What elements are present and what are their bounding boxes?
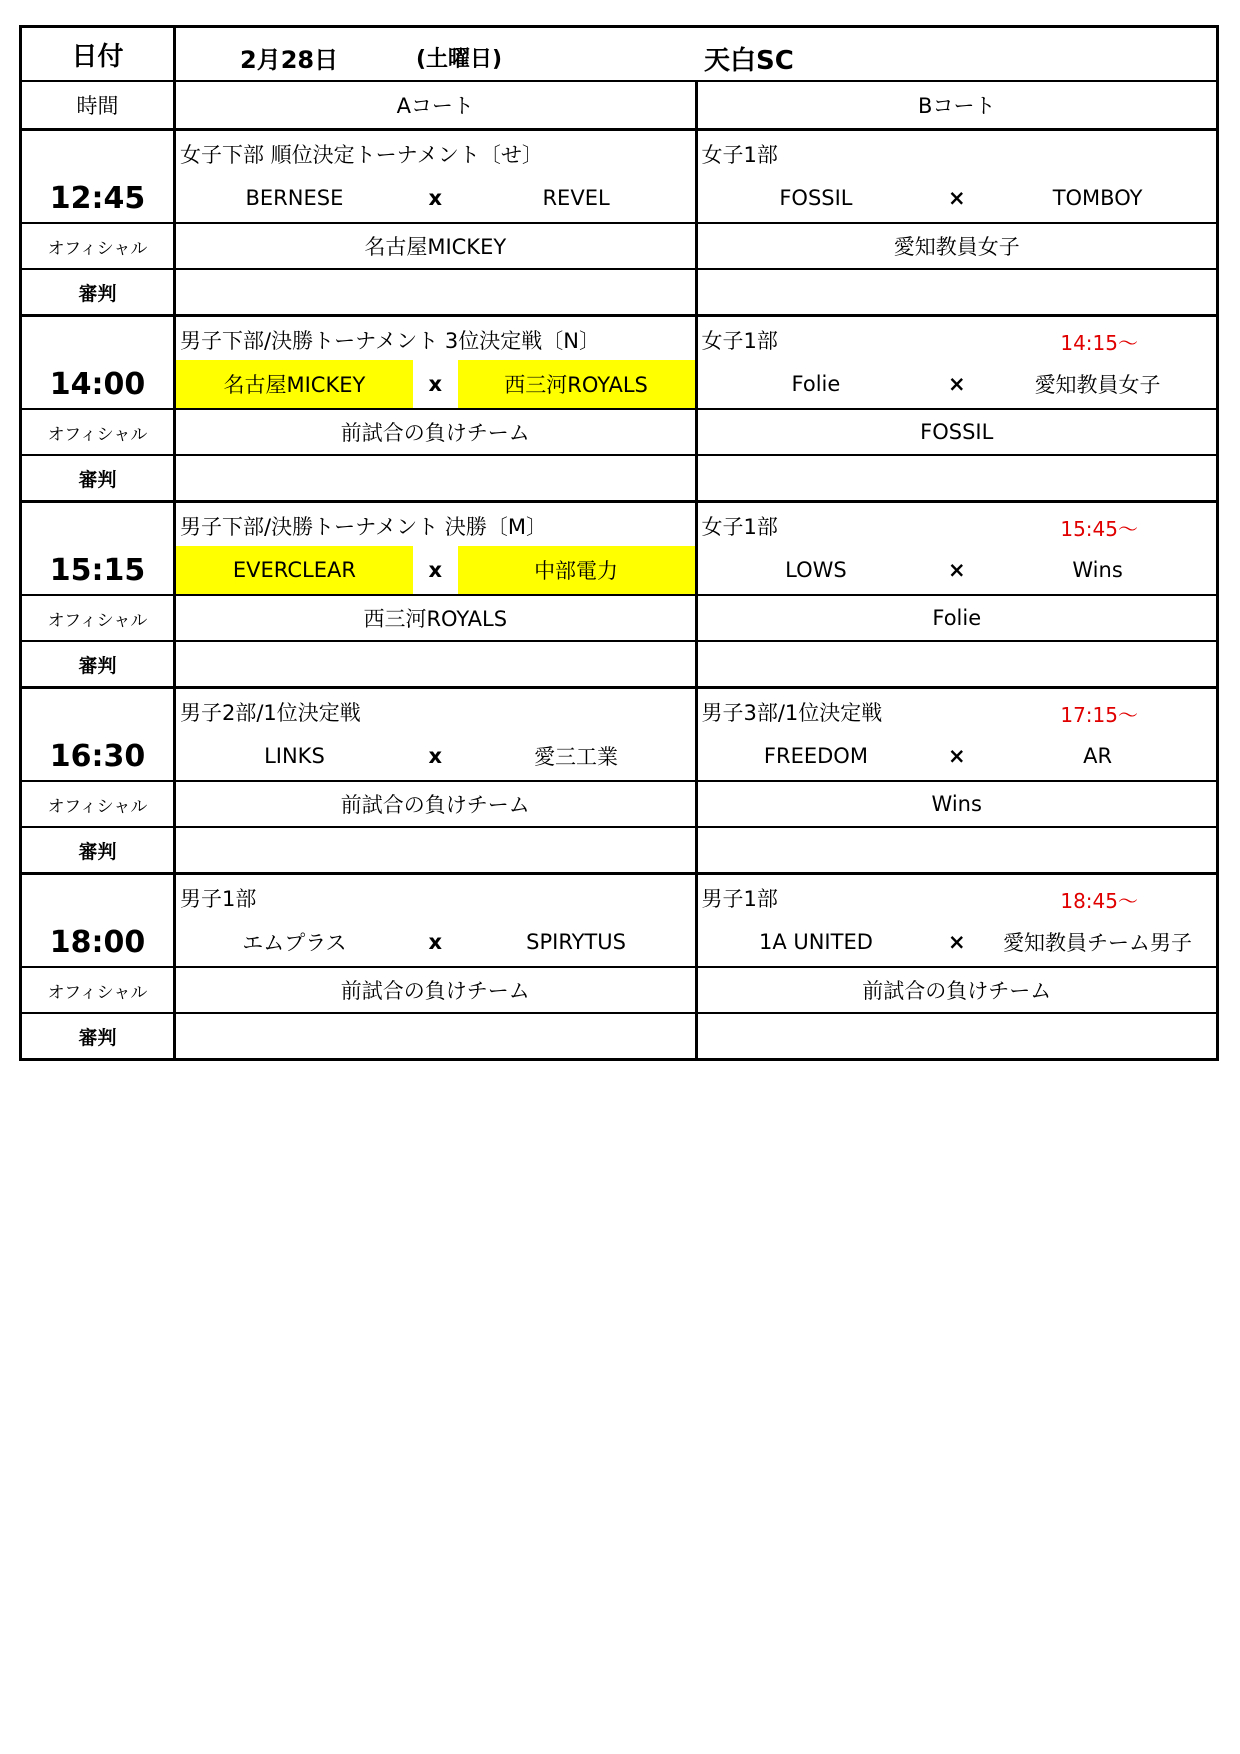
away-team: 愛知教員チーム男子	[1003, 931, 1193, 955]
match-title: 男子2部/1位決定戦	[180, 701, 361, 725]
match-title: 男子3部/1位決定戦	[701, 701, 883, 725]
court-b-label: Bコート	[918, 94, 996, 118]
start-time: 15:45〜	[1060, 517, 1138, 541]
teams	[698, 174, 1217, 222]
match-row	[22, 128, 1216, 222]
court-b-match	[698, 689, 1217, 780]
court-a-referee	[176, 1014, 698, 1058]
court-b-official: Wins	[931, 792, 982, 816]
court-b-match	[698, 875, 1217, 966]
official-label: オフィシャル	[22, 224, 176, 268]
referee-row	[22, 826, 1216, 872]
official-label: オフィシャル	[22, 782, 176, 826]
slot-time: 14:00	[22, 317, 176, 408]
home-team: FREEDOM	[763, 744, 868, 768]
vs-mark: ×	[947, 744, 966, 768]
teams	[698, 546, 1217, 594]
away-team: 中部電力	[458, 546, 695, 594]
match-title: 男子下部/決勝トーナメント 決勝〔M〕	[180, 515, 548, 539]
home-team: 名古屋MICKEY	[176, 360, 413, 408]
court-a-referee	[176, 828, 698, 872]
official-row	[22, 408, 1216, 454]
vs-mark: x	[428, 558, 443, 582]
official-label: オフィシャル	[22, 968, 176, 1012]
match-row	[22, 872, 1216, 966]
court-a-match	[176, 317, 698, 408]
day-of-week: (土曜日)	[416, 47, 503, 72]
teams	[698, 360, 1217, 408]
time-slots	[22, 128, 1216, 1058]
court-a-match	[176, 503, 698, 594]
court-header-row	[22, 80, 1216, 128]
court-b-referee	[698, 1014, 1217, 1058]
official-label: オフィシャル	[22, 410, 176, 454]
vs-mark: ×	[947, 186, 966, 210]
vs-mark: x	[428, 186, 443, 210]
official-row	[22, 780, 1216, 826]
official-row	[22, 594, 1216, 640]
match-title: 女子下部 順位決定トーナメント〔せ〕	[180, 143, 543, 167]
court-a-official: 西三河ROYALS	[176, 596, 698, 640]
teams	[176, 918, 695, 966]
header-row	[22, 28, 1216, 80]
referee-label: 審判	[22, 270, 176, 314]
court-b-referee	[698, 642, 1217, 686]
start-time: 17:15〜	[1060, 703, 1138, 727]
referee-label: 審判	[22, 1014, 176, 1058]
court-b-official: 愛知教員女子	[893, 235, 1020, 259]
match-row	[22, 314, 1216, 408]
vs-mark: x	[428, 930, 443, 954]
teams	[698, 732, 1217, 780]
header-info	[176, 28, 1216, 80]
slot-time: 16:30	[22, 689, 176, 780]
court-b-match	[698, 317, 1217, 408]
teams	[176, 546, 695, 594]
court-a-label: Aコート	[176, 82, 698, 128]
court-a-official: 前試合の負けチーム	[176, 968, 698, 1012]
home-team: EVERCLEAR	[176, 546, 413, 594]
court-a-match	[176, 875, 698, 966]
home-team: BERNESE	[245, 186, 344, 210]
home-team: 1A UNITED	[758, 930, 873, 954]
start-time: 18:45〜	[1060, 889, 1138, 913]
away-team: SPIRYTUS	[526, 930, 626, 954]
court-a-match	[176, 131, 698, 222]
referee-label: 審判	[22, 456, 176, 500]
match-title: 男子1部	[701, 887, 778, 911]
match-title: 女子1部	[701, 515, 778, 539]
away-team: 愛三工業	[534, 745, 619, 769]
home-team: LOWS	[785, 558, 847, 582]
time-label: 時間	[22, 82, 176, 128]
court-b-official: FOSSIL	[920, 420, 994, 444]
teams	[176, 174, 695, 222]
match-title: 女子1部	[701, 329, 778, 353]
referee-row	[22, 268, 1216, 314]
court-b-official: 前試合の負けチーム	[862, 979, 1052, 1003]
away-team: Wins	[1072, 558, 1123, 582]
court-a-referee	[176, 456, 698, 500]
official-row	[22, 222, 1216, 268]
official-label: オフィシャル	[22, 596, 176, 640]
teams	[176, 732, 695, 780]
home-team: LINKS	[264, 744, 325, 768]
slot-time: 12:45	[22, 131, 176, 222]
match-title: 男子1部	[180, 887, 257, 911]
match-title: 女子1部	[701, 143, 778, 167]
court-a-official: 前試合の負けチーム	[176, 410, 698, 454]
teams	[698, 918, 1217, 966]
away-team: REVEL	[542, 186, 610, 210]
court-b-match	[698, 503, 1217, 594]
vs-mark: ×	[947, 558, 966, 582]
court-b-official: Folie	[932, 606, 982, 630]
court-b-referee	[698, 270, 1217, 314]
vs-mark: ×	[947, 930, 966, 954]
away-team: 愛知教員女子	[1034, 373, 1161, 397]
court-a-official: 名古屋MICKEY	[176, 224, 698, 268]
teams	[176, 360, 695, 408]
match-date: 2月28日	[240, 46, 339, 74]
court-b-referee	[698, 456, 1217, 500]
slot-time: 15:15	[22, 503, 176, 594]
match-title: 男子下部/決勝トーナメント 3位決定戦〔N〕	[180, 329, 600, 353]
home-team: エムプラス	[242, 931, 347, 955]
referee-row	[22, 1012, 1216, 1058]
court-b-referee	[698, 828, 1217, 872]
vs-mark: x	[428, 744, 443, 768]
venue: 天白SC	[704, 46, 794, 76]
court-a-match	[176, 689, 698, 780]
referee-label: 審判	[22, 642, 176, 686]
match-row	[22, 686, 1216, 780]
vs-mark: ×	[947, 372, 966, 396]
away-team: TOMBOY	[1052, 186, 1143, 210]
court-a-official: 前試合の負けチーム	[176, 782, 698, 826]
vs-mark: x	[428, 372, 443, 396]
schedule-table	[19, 25, 1219, 1061]
court-a-referee	[176, 270, 698, 314]
official-row	[22, 966, 1216, 1012]
referee-label: 審判	[22, 828, 176, 872]
court-a-referee	[176, 642, 698, 686]
date-label: 日付	[22, 28, 176, 80]
away-team: 西三河ROYALS	[458, 360, 695, 408]
home-team: Folie	[791, 372, 841, 396]
referee-row	[22, 454, 1216, 500]
referee-row	[22, 640, 1216, 686]
start-time: 14:15〜	[1060, 331, 1138, 355]
match-row	[22, 500, 1216, 594]
court-b-match	[698, 131, 1217, 222]
away-team: AR	[1083, 744, 1113, 768]
home-team: FOSSIL	[779, 186, 853, 210]
slot-time: 18:00	[22, 875, 176, 966]
